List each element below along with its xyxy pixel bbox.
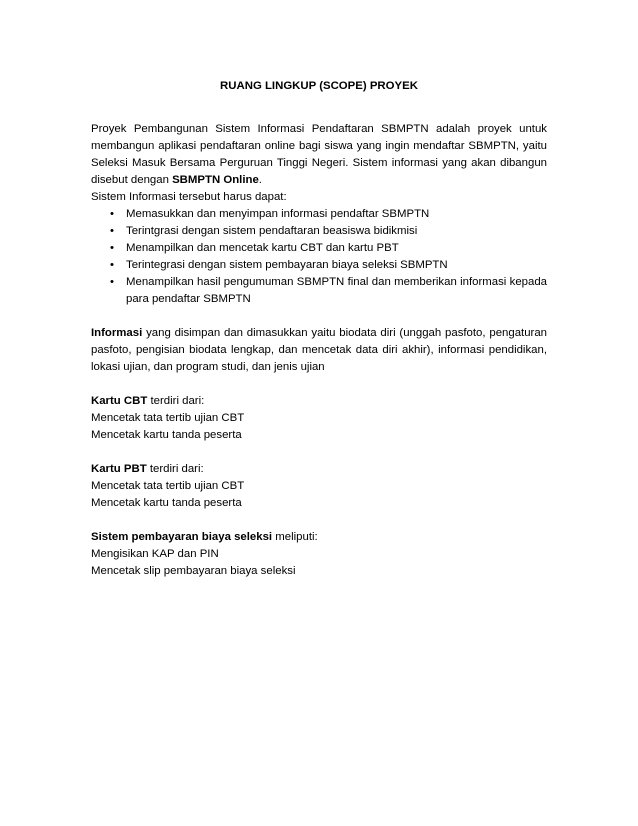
informasi-text: yang disimpan dan dimasukkan yaitu biodata diri (unggah pasfoto, pengaturan pasfoto, pengisian biodata lengkap, dan mencetak data diri akhir), informasi pendidikan, lokasi ujian, dan program studi, dan jenis ujian: [91, 327, 547, 373]
kartu-pbt-text: terdiri dari:: [146, 463, 204, 475]
kartu-cbt-item: Mencetak kartu tanda peserta: [91, 429, 242, 441]
intro-bold-term: SBMPTN Online: [172, 174, 259, 186]
kartu-cbt-heading: [91, 393, 547, 410]
list-item-text: Terintegrasi dengan sistem pembayaran biaya seleksi SBMPTN: [126, 259, 448, 271]
kartu-pbt-item: Mencetak kartu tanda peserta: [91, 497, 242, 509]
bullet-icon: •: [110, 208, 114, 220]
list-item-text: Terintgrasi dengan sistem pendaftaran beasiswa bidikmisi: [126, 225, 418, 237]
bullet-icon: •: [110, 225, 114, 237]
informasi-bold-term: Informasi: [91, 327, 143, 339]
list-item-text: Memasukkan dan menyimpan informasi pendaftar SBMPTN: [126, 208, 430, 220]
requirements-lead: Sistem Informasi tersebut harus dapat:: [91, 191, 287, 203]
kartu-pbt-heading: [91, 461, 547, 478]
kartu-cbt-text: terdiri dari:: [147, 395, 205, 407]
pembayaran-bold-term: Sistem pembayaran biaya seleksi: [91, 531, 273, 543]
list-item: [110, 206, 547, 223]
intro-period: .: [258, 174, 262, 186]
list-item: [110, 240, 547, 257]
list-item-text: Menampilkan hasil pengumuman SBMPTN final dan memberikan informasi kepada para pendaftar SBMPTN: [126, 276, 547, 305]
document-title: RUANG LINGKUP (SCOPE) PROYEK: [220, 80, 418, 92]
bullet-icon: •: [110, 276, 114, 288]
kartu-pbt-item: Mencetak tata tertib ujian CBT: [91, 480, 245, 492]
pembayaran-text: meliputi:: [272, 531, 318, 543]
list-item: [110, 257, 547, 274]
pembayaran-item: Mencetak slip pembayaran biaya seleksi: [91, 565, 296, 577]
bullet-icon: •: [110, 242, 114, 254]
document-page: [91, 78, 547, 580]
requirements-list: [91, 206, 547, 308]
list-item-text: Menampilkan dan mencetak kartu CBT dan kartu PBT: [126, 242, 399, 254]
intro-text: Proyek Pembangunan Sistem Informasi Pendaftaran SBMPTN adalah proyek untuk membangun aplikasi pendaftaran online bagi siswa yang ingin mendaftar SBMPTN, yaitu Seleksi Masuk Bersama Perguruan Tinggi Negeri. Sistem informasi yang akan dibangun disebut dengan: [91, 123, 547, 186]
pembayaran-item: Mengisikan KAP dan PIN: [91, 548, 219, 560]
intro-paragraph: [91, 121, 547, 189]
bullet-icon: •: [110, 259, 114, 271]
list-item: [110, 223, 547, 240]
list-item: [110, 274, 547, 308]
informasi-paragraph: [91, 325, 547, 376]
kartu-cbt-bold-term: Kartu CBT: [91, 395, 148, 407]
kartu-pbt-bold-term: Kartu PBT: [91, 463, 147, 475]
kartu-cbt-item: Mencetak tata tertib ujian CBT: [91, 412, 245, 424]
pembayaran-heading: [91, 529, 547, 546]
